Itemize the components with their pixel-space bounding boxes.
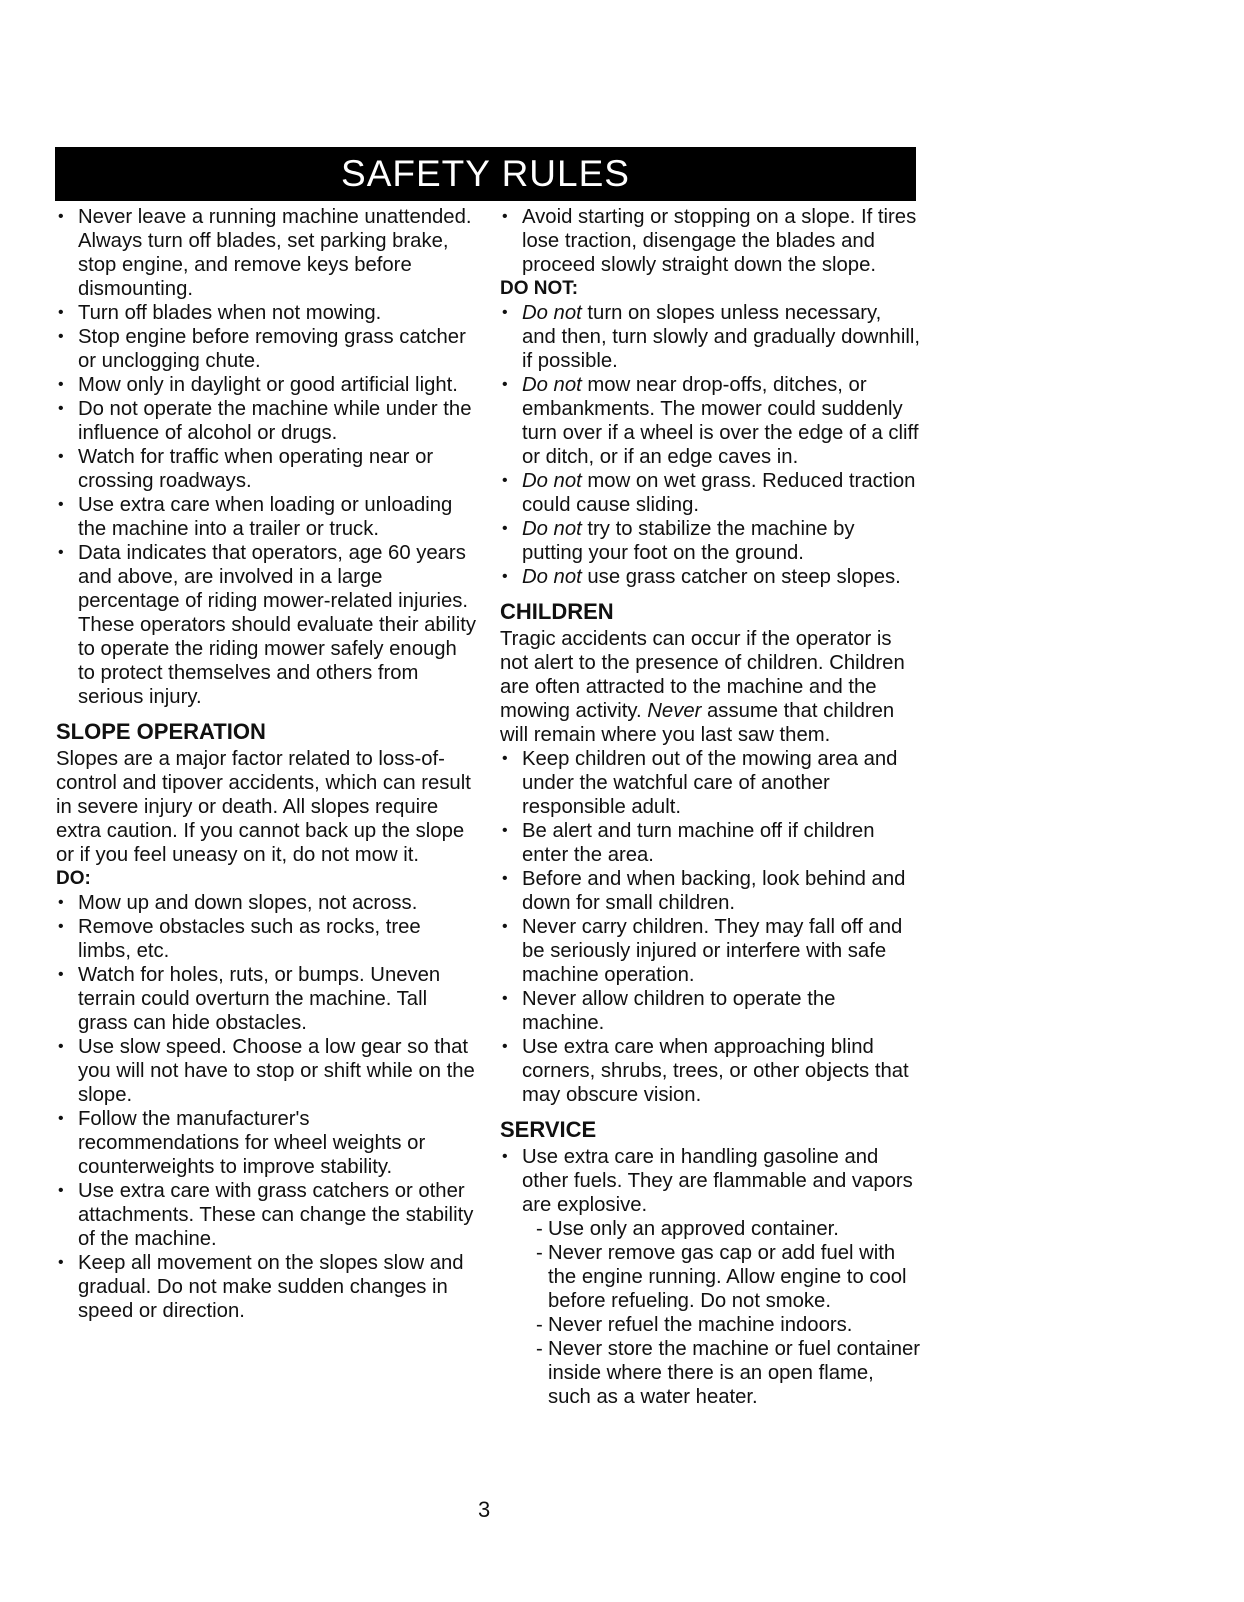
list-item: • Use extra care with grass catchers or other attachments. These can change the stability of the machine. xyxy=(56,1179,476,1251)
do-not-prefix: Do not xyxy=(522,470,582,492)
left-column xyxy=(56,205,476,1323)
list-item: • Use extra care when loading or unloading the machine into a trailer or truck. xyxy=(56,493,476,541)
do-not-prefix: Do not xyxy=(522,566,582,588)
list-item: • Mow only in daylight or good artificial light. xyxy=(56,373,476,397)
list-item xyxy=(500,301,920,373)
list-item: • Data indicates that operators, age 60 years and above, are involved in a large percentage of riding mower-related injuries. These operators should evaluate their ability to operate the riding mower safely enough to protect themselves and others from serious injury. xyxy=(56,541,476,709)
slope-intro: Slopes are a major factor related to loss-of-control and tipover accidents, which can result in severe injury or death. All slopes require extra caution. If you cannot back up the slope or if you feel uneasy on it, do not mow it. xyxy=(56,748,471,866)
children-heading: CHILDREN xyxy=(500,599,614,624)
list-item: • Stop engine before removing grass catcher or unclogging chute. xyxy=(56,325,476,373)
slope-operation-heading: SLOPE OPERATION xyxy=(56,719,266,744)
do-label: DO: xyxy=(56,868,91,889)
list-item xyxy=(500,469,920,517)
children-intro xyxy=(500,627,920,747)
list-item: • Be alert and turn machine off if children enter the area. xyxy=(500,819,920,867)
list-item: • Keep children out of the mowing area and under the watchful care of another responsible adult. xyxy=(500,747,920,819)
list-item-text: mow near drop-offs, ditches, or embankments. The mower could suddenly turn over if a wheel is over the edge of a cliff or ditch, or if an edge caves in. xyxy=(522,374,919,468)
list-item: • Do not operate the machine while under the influence of alcohol or drugs. xyxy=(56,397,476,445)
list-item: • Watch for holes, ruts, or bumps. Uneven terrain could overturn the machine. Tall grass can hide obstacles. xyxy=(56,963,476,1035)
list-item: • Follow the manufacturer's recommendations for wheel weights or counterweights to improve stability. xyxy=(56,1107,476,1179)
do-not-prefix: Do not xyxy=(522,518,582,540)
sub-list-item: - Never refuel the machine indoors. xyxy=(500,1313,920,1337)
list-item xyxy=(500,517,920,565)
list-item-text: turn on slopes unless necessary, and then, turn slowly and gradually downhill, if possible. xyxy=(522,302,920,372)
do-not-prefix: Do not xyxy=(522,302,582,324)
list-item: • Remove obstacles such as rocks, tree limbs, etc. xyxy=(56,915,476,963)
service-heading: SERVICE xyxy=(500,1117,597,1142)
list-item: • Use extra care when approaching blind corners, shrubs, trees, or other objects that may obscure vision. xyxy=(500,1035,920,1107)
do-not-label: DO NOT: xyxy=(500,278,579,299)
do-not-prefix: Do not xyxy=(522,374,582,396)
list-item: • Keep all movement on the slopes slow and gradual. Do not make sudden changes in speed or direction. xyxy=(56,1251,476,1323)
right-column xyxy=(500,205,920,1409)
list-item: • Turn off blades when not mowing. xyxy=(56,301,476,325)
list-item: • Never allow children to operate the machine. xyxy=(500,987,920,1035)
list-item: • Never leave a running machine unattended. Always turn off blades, set parking brake, stop engine, and remove keys before dismounting. xyxy=(56,205,476,301)
sub-list-item: - Use only an approved container. xyxy=(500,1217,920,1241)
list-item-text: try to stabilize the machine by putting your foot on the ground. xyxy=(522,518,855,564)
page-title: SAFETY RULES xyxy=(55,147,916,201)
children-intro-b: assume that children will remain where you last saw them. xyxy=(500,700,895,746)
list-item xyxy=(500,373,920,469)
list-item: • Before and when backing, look behind and down for small children. xyxy=(500,867,920,915)
list-item-text: mow on wet grass. Reduced traction could cause sliding. xyxy=(522,470,916,516)
list-item xyxy=(500,565,920,589)
list-item: • Avoid starting or stopping on a slope. If tires lose traction, disengage the blades and proceed slowly straight down the slope. xyxy=(500,205,920,277)
children-intro-a: Tragic accidents can occur if the operator is not alert to the presence of children. Children are often attracted to the machine and the mowing activity. xyxy=(500,628,905,722)
list-item: • Watch for traffic when operating near or crossing roadways. xyxy=(56,445,476,493)
list-item: • Use slow speed. Choose a low gear so that you will not have to stop or shift while on the slope. xyxy=(56,1035,476,1107)
children-intro-never: Never xyxy=(647,700,702,722)
list-item: • Use extra care in handling gasoline and other fuels. They are flammable and vapors are explosive. xyxy=(500,1145,920,1217)
list-item: • Never carry children. They may fall off and be seriously injured or interfere with safe machine operation. xyxy=(500,915,920,987)
list-item: • Mow up and down slopes, not across. xyxy=(56,891,476,915)
sub-list-item: - Never store the machine or fuel container inside where there is an open flame, such as a water heater. xyxy=(500,1337,920,1409)
list-item-text: use grass catcher on steep slopes. xyxy=(581,566,901,588)
page-number: 3 xyxy=(478,1497,491,1522)
sub-list-item: - Never remove gas cap or add fuel with the engine running. Allow engine to cool before refueling. Do not smoke. xyxy=(500,1241,920,1313)
